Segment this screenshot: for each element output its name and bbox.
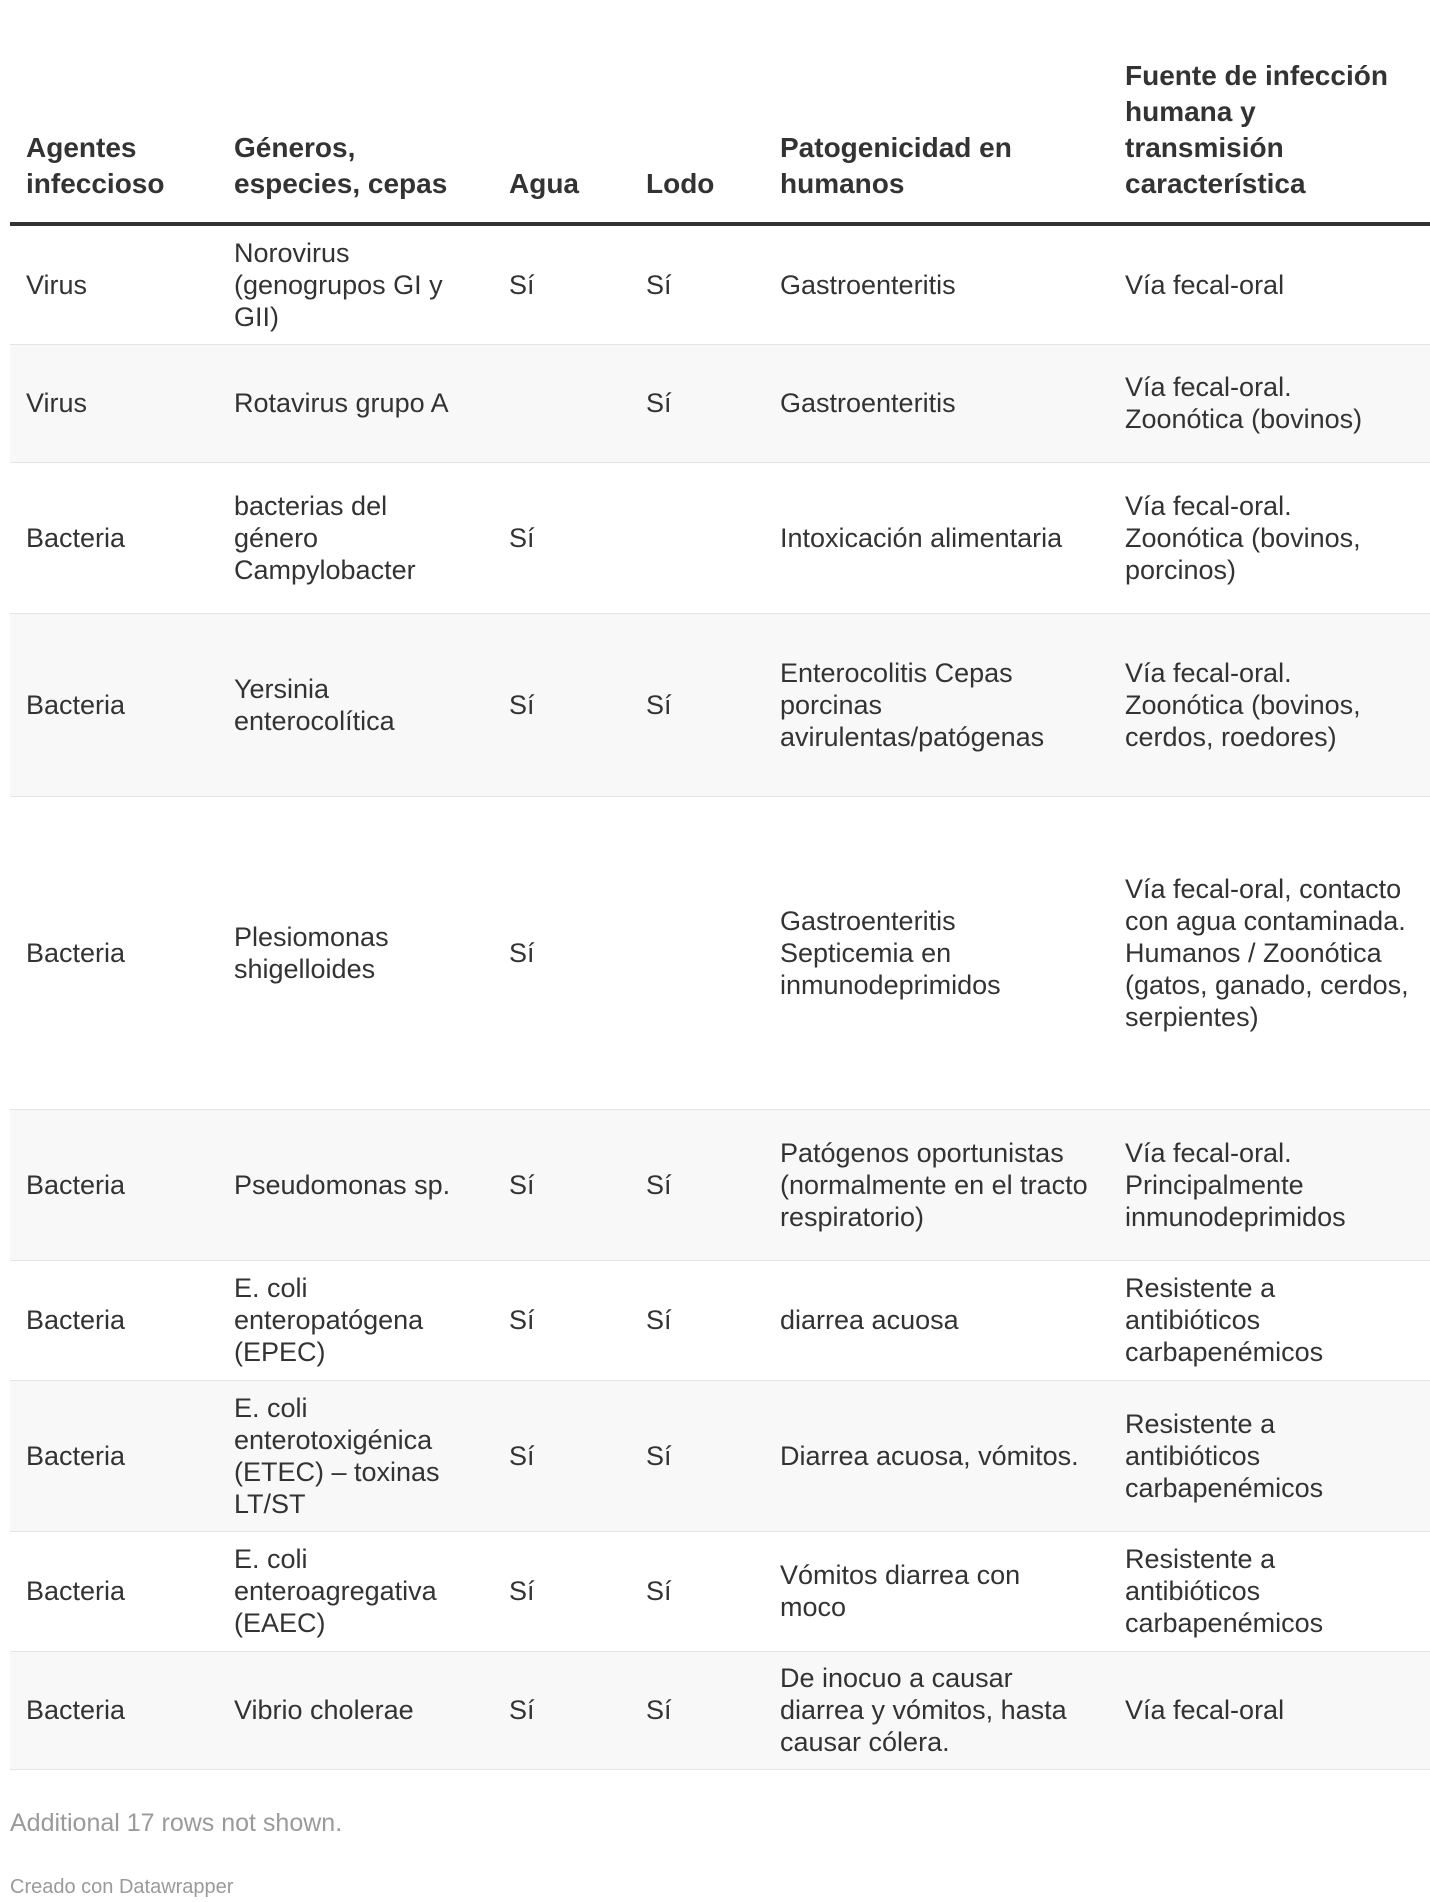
table-header-row	[10, 0, 1430, 224]
cell-agua: Sí	[493, 224, 630, 344]
cell-fuente: Vía fecal-oral. Zoonótica (bovinos, porcinos)	[1109, 462, 1430, 613]
cell-lodo: Sí	[630, 1651, 764, 1769]
cell-agente: Bacteria	[10, 1651, 218, 1769]
cell-genero: Yersinia enterocolítica	[218, 613, 493, 796]
cell-patogenicidad: Enterocolitis Cepas porcinas avirulentas/patógenas	[764, 613, 1109, 796]
cell-patogenicidad: Gastroenteritis	[764, 344, 1109, 462]
header-generos[interactable]: Géneros, especies, cepas	[218, 0, 493, 224]
cell-fuente: Vía fecal-oral	[1109, 1651, 1430, 1769]
cell-agente: Bacteria	[10, 613, 218, 796]
cell-patogenicidad: Vómitos diarrea con moco	[764, 1531, 1109, 1651]
cell-agua: Sí	[493, 462, 630, 613]
datawrapper-credit[interactable]: Creado con Datawrapper	[10, 1876, 234, 1898]
cell-patogenicidad: diarrea acuosa	[764, 1260, 1109, 1380]
table-row	[10, 1380, 1430, 1531]
cell-agente: Bacteria	[10, 462, 218, 613]
table-viewport[interactable]	[10, 0, 1409, 1790]
table-row	[10, 224, 1430, 344]
cell-agua: Sí	[493, 796, 630, 1109]
table-row	[10, 462, 1430, 613]
cell-fuente: Vía fecal-oral. Zoonótica (bovinos)	[1109, 344, 1430, 462]
cell-patogenicidad: Diarrea acuosa, vómitos.	[764, 1380, 1109, 1531]
table-row	[10, 613, 1430, 796]
cell-genero: Norovirus (genogrupos GI y GII)	[218, 224, 493, 344]
cell-genero: Vibrio cholerae	[218, 1651, 493, 1769]
cell-agente: Bacteria	[10, 796, 218, 1109]
cell-fuente: Vía fecal-oral, contacto con agua contaminada. Humanos / Zoonótica (gatos, ganado, cerdos, serpientes)	[1109, 796, 1430, 1109]
cell-genero: bacterias del género Campylobacter	[218, 462, 493, 613]
rows-not-shown-note: Additional 17 rows not shown.	[10, 1809, 343, 1837]
cell-genero: Rotavirus grupo A	[218, 344, 493, 462]
cell-agua: Sí	[493, 1380, 630, 1531]
cell-patogenicidad: Gastroenteritis	[764, 224, 1109, 344]
header-lodo[interactable]: Lodo	[630, 0, 764, 224]
header-agua[interactable]: Agua	[493, 0, 630, 224]
cell-patogenicidad: Intoxicación alimentaria	[764, 462, 1109, 613]
cell-lodo	[630, 462, 764, 613]
header-agentes[interactable]: Agentes infeccioso	[10, 0, 218, 224]
table-row	[10, 1651, 1430, 1769]
table-row	[10, 1260, 1430, 1380]
cell-agente: Virus	[10, 344, 218, 462]
cell-lodo: Sí	[630, 613, 764, 796]
cell-agua	[493, 344, 630, 462]
table-row	[10, 1109, 1430, 1260]
cell-agua: Sí	[493, 1109, 630, 1260]
cell-lodo: Sí	[630, 1531, 764, 1651]
cell-agente: Bacteria	[10, 1260, 218, 1380]
cell-agente: Bacteria	[10, 1531, 218, 1651]
cell-agente: Virus	[10, 224, 218, 344]
cell-genero: Plesiomonas shigelloides	[218, 796, 493, 1109]
cell-lodo: Sí	[630, 1260, 764, 1380]
cell-agua: Sí	[493, 613, 630, 796]
cell-lodo: Sí	[630, 1109, 764, 1260]
pathogen-table	[10, 0, 1430, 1770]
cell-genero: E. coli enterotoxigénica (ETEC) – toxinas LT/ST	[218, 1380, 493, 1531]
cell-lodo: Sí	[630, 224, 764, 344]
cell-genero: E. coli enteropatógena (EPEC)	[218, 1260, 493, 1380]
cell-agua: Sí	[493, 1651, 630, 1769]
cell-fuente: Resistente a antibióticos carbapenémicos	[1109, 1531, 1430, 1651]
table-row	[10, 796, 1430, 1109]
cell-patogenicidad: Patógenos oportunistas (normalmente en el tracto respiratorio)	[764, 1109, 1109, 1260]
cell-fuente: Resistente a antibióticos carbapenémicos	[1109, 1260, 1430, 1380]
header-fuente[interactable]: Fuente de infección humana y transmisión característica	[1109, 0, 1430, 224]
cell-patogenicidad: De inocuo a causar diarrea y vómitos, hasta causar cólera.	[764, 1651, 1109, 1769]
cell-agente: Bacteria	[10, 1380, 218, 1531]
cell-fuente: Vía fecal-oral. Principalmente inmunodeprimidos	[1109, 1109, 1430, 1260]
cell-lodo: Sí	[630, 344, 764, 462]
cell-lodo: Sí	[630, 1380, 764, 1531]
table-row	[10, 1531, 1430, 1651]
cell-genero: E. coli enteroagregativa (EAEC)	[218, 1531, 493, 1651]
header-patogenicidad[interactable]: Patogenicidad en humanos	[764, 0, 1109, 224]
cell-fuente: Resistente a antibióticos carbapenémicos	[1109, 1380, 1430, 1531]
cell-lodo	[630, 796, 764, 1109]
table-row	[10, 344, 1430, 462]
cell-fuente: Vía fecal-oral	[1109, 224, 1430, 344]
cell-fuente: Vía fecal-oral. Zoonótica (bovinos, cerdos, roedores)	[1109, 613, 1430, 796]
cell-genero: Pseudomonas sp.	[218, 1109, 493, 1260]
cell-agua: Sí	[493, 1260, 630, 1380]
cell-agua: Sí	[493, 1531, 630, 1651]
cell-agente: Bacteria	[10, 1109, 218, 1260]
cell-patogenicidad: Gastroenteritis Septicemia en inmunodeprimidos	[764, 796, 1109, 1109]
